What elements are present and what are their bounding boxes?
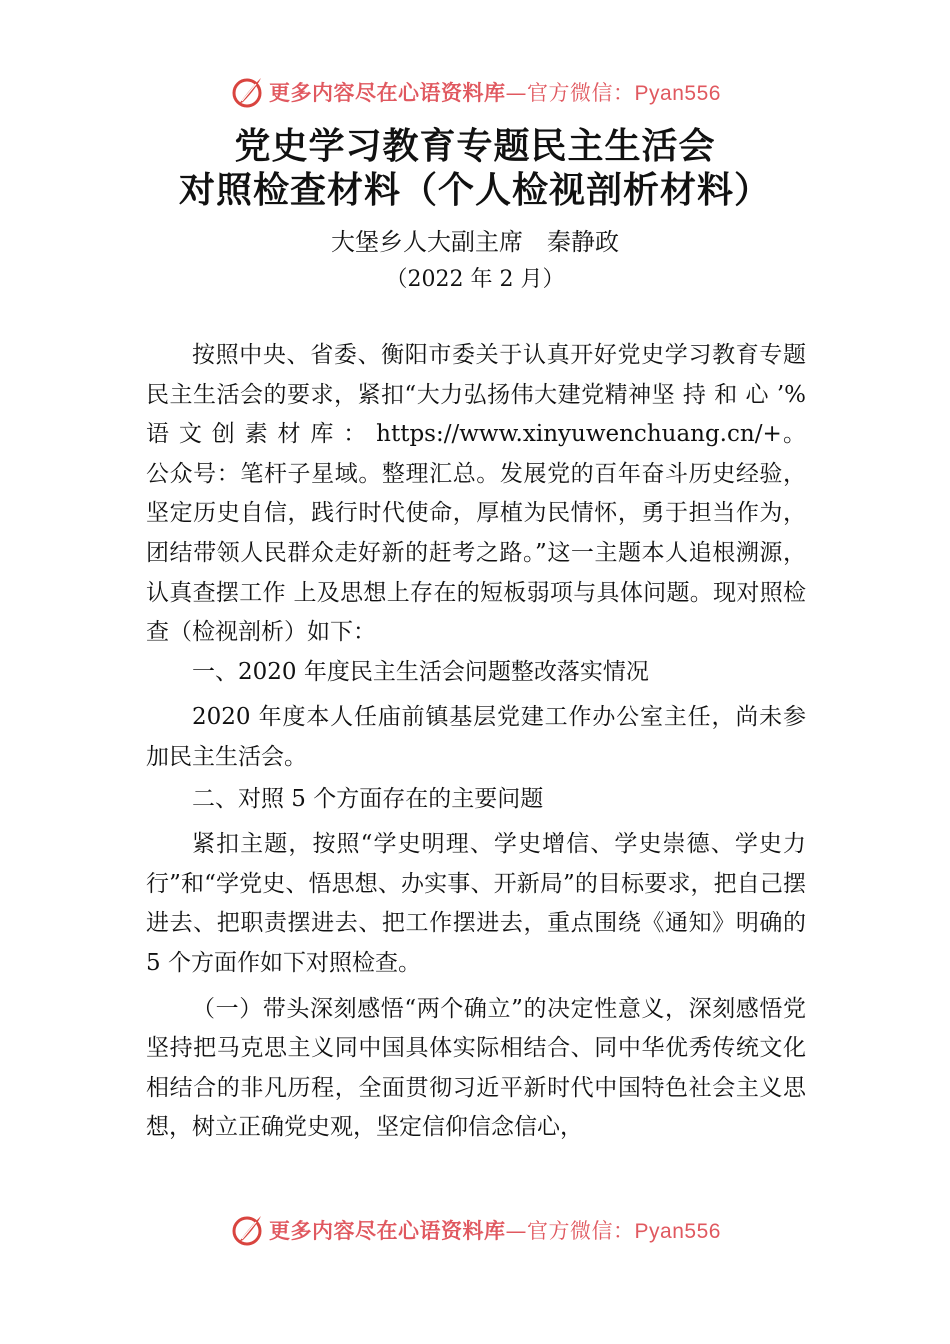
section-heading-1: 一、2020 年度民主生活会问题整改落实情况 — [192, 658, 649, 685]
watermark-wechat-id: Pyan556 — [634, 1220, 721, 1243]
watermark-main: 更多内容尽在心语资料库 — [269, 81, 506, 105]
watermark-separator: — — [505, 1219, 528, 1243]
document-body — [146, 336, 806, 1148]
paragraph-section-2: 紧扣主题，按照“学史明理、学史增信、学史崇德、学史力行”和“学党史、悟思想、办实事、开新局”的目标要求，把自己摆进去、把职责摆进去、把工作摆进去，重点围绕《通知》明确的 5 个方面作如下对照检查。 — [146, 831, 806, 976]
date-line: （2022 年 2 月） — [385, 267, 565, 292]
quill-logo-icon — [229, 74, 265, 110]
paragraph-section-1: 2020 年度本人任庙前镇基层党建工作办公室主任，尚未参加民主生活会。 — [146, 704, 806, 770]
watermark-text — [269, 77, 721, 107]
author-line: 大堡乡人大副主席 秦静政 — [331, 228, 619, 256]
watermark-separator: — — [505, 81, 528, 105]
watermark-main: 更多内容尽在心语资料库 — [269, 1219, 506, 1243]
paragraph-subsection-1: （一）带头深刻感悟“两个确立”的决定性意义，深刻感悟党坚持把马克思主义同中国具体实际相结合、同中华优秀传统文化相结合的非凡历程，全面贯彻习近平新时代中国特色社会主义思想，树立正确党史观，坚定信仰信念信心， — [146, 995, 806, 1141]
watermark-text — [269, 1215, 721, 1245]
section-heading-2: 二、对照 5 个方面存在的主要问题 — [192, 785, 544, 812]
document-title-line-2: 对照检查材料（个人检视剖析材料） — [178, 169, 771, 211]
watermark-wechat-id: Pyan556 — [634, 82, 721, 105]
header-watermark-banner — [0, 72, 950, 112]
paragraph-intro: 按照中央、省委、衡阳市委关于认真开好党史学习教育专题民主生活会的要求，紧扣“大力弘扬伟大建党精神坚 持 和 心 ’% 语 文 创 素 材 库 ： https://www.xinyuwenchuang.cn/+。公众号：笔杆子星域。整理汇总。发展党的百年奋斗历史经验，坚定历史自信，践行时代使命，厚植为民情怀，勇于担当作为，团结带领人民群众走好新的赶考之路。”这一主题本人追根溯源，认真查摆工作 上及思想上存在的短板弱项与具体问题。现对照检查（检视剖析）如下： — [146, 342, 806, 646]
watermark-wechat-label: 官方微信： — [527, 1219, 635, 1243]
quill-logo-icon — [229, 1212, 265, 1248]
document-title-line-1: 党史学习教育专题民主生活会 — [234, 125, 716, 167]
watermark-wechat-label: 官方微信： — [527, 81, 635, 105]
footer-watermark-banner — [0, 1210, 950, 1250]
